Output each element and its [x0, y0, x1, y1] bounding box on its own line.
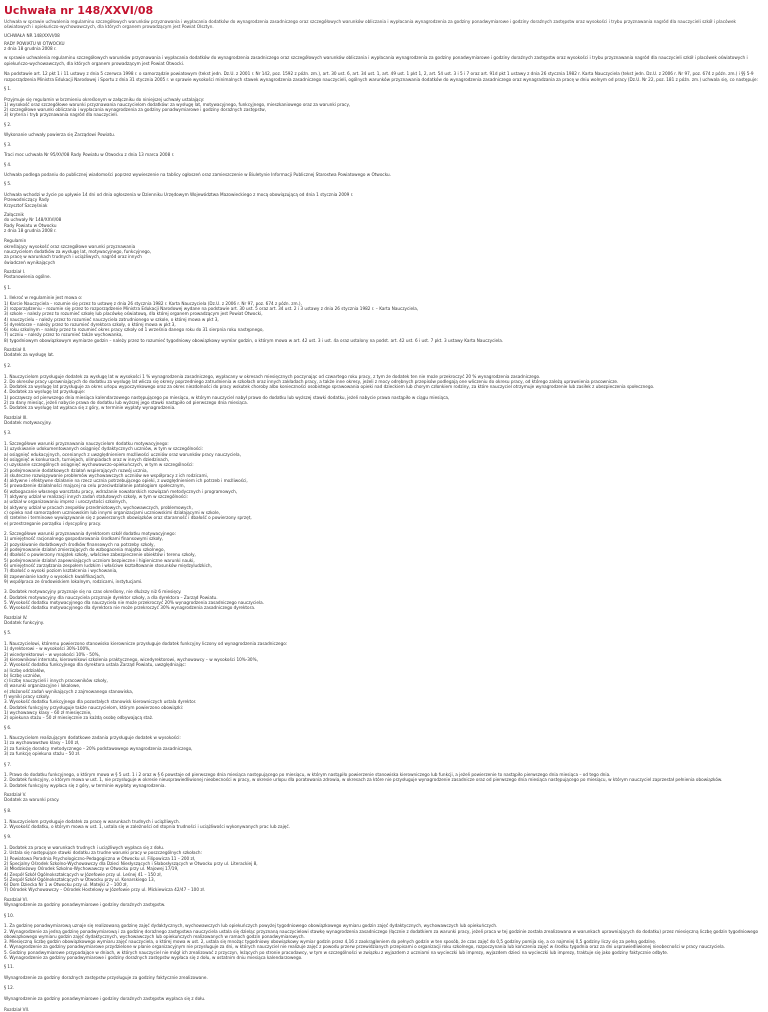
chapter-5: Rozdział V. Dodatek za warunki pracy. § 8. 1. Nauczycielom przysługuje dodatek za pracę w warunkach trudnych i uciążliwych. 2. Wysokość dodatku, o którym mowa w ust. 1, ustala się w zależności od stopnia trudności i uciążliwości wykonywanych prac lub zajęć. § 9. 1. Dodatek za pracę w warunkach trudnych i uciążliwych wypłaca się z dołu. 2. Ustala się następujące stawki dodatku za trudne warunki pracy w poszczególnych szkołach: 1) Powiatowa Poradnia Psychologiczno-Pedagogiczna w Otwocku ul. Filipowicza 11 – 200 zł, 2) Specjalny Ośrodek Szkolno-Wychowawczy dla Dzieci Niesłyszących i Słabosłyszących w Otwocku przy ul. Literackiej 8, 3) Młodzieżowy Ośrodek Szkolno-Wychowawczy w Otwocku przy ul. Majowej 17/19, 4) Zespół Szkół Ogólnokształcących w Józefowie przy ul. Leśnej 41 – 150 zł, 5) Zespół Szkół Ogólnokształcących w Otwocku przy ul. Konarskiego 13, 6) Dom Dziecka Nr 1 w Otwocku przy ul. Matejki 2 – 100 zł, 7) Ośrodek Wychowawczy – Ośrodek Hostelowy w Józefowie przy ul. Mickiewicza 42/47 – 100 zł.	[4, 792, 290, 893]
section-2: § 2. Wykonanie uchwały powierza się Zarządowi Powiatu.	[4, 121, 116, 138]
chapter-6: Rozdział VI. Wynagrodzenie za godziny ponadwymiarowe i godziny doraźnych zastępstw. § 10. 1. Za godzinę ponadwymiarową uznaje się realizowaną godzinę zajęć dydaktycznych, wychowawczych lub opiekuńczych powyżej tygodniowego obowiązkowego wymiaru godzin zajęć dydaktycznych, wychowawczych lub opiekuńczych. 2. Wynagrodzenie za jedną godzinę ponadwymiarową i za godzinę doraźnego zastępstwa nauczyciela ustala się dzieląc przyznaną nauczycielowi stawkę wynagrodzenia zasadniczego (łącznie z dodatkiem za warunki pracy, jeżeli praca w tej godzinie została zrealizowana w warunkach uprawniających do dodatku) przez miesięczną liczbę godzin tygodniowego obowiązkowego wymiaru godzin zajęć dydaktycznych, wychowawczych lub opiekuńczych realizowanych w ramach godzin ponadwymiarowych. 3. Miesięczną liczbę godzin obowiązkowego wymiaru zajęć nauczyciela, o której mowa w ust. 2, ustala się mnożąc tygodniowy obowiązkowy wymiar godzin przez 4,16 z zaokrągleniem do pełnych godzin w ten sposób, że czas zajęć do 0,5 godziny pomija się, a co najmniej 0,5 godziny liczy się za pełną godzinę. 4. Wynagrodzenie za godziny ponadwymiarowe przydzielone w planie organizacyjnym nie przysługuje za dni, w których nauczyciel nie realizuje zajęć z powodu przerw przewidzianych przepisami o organizacji roku szkolnego, rozpoczynania lub kończenia zajęć w środku tygodnia oraz za dni usprawiedliwionej nieobecności w pracy nauczyciela. 5. Godziny ponadwymiarowe przypadające w dniach, w których nauczyciel nie mógł ich zrealizować z przyczyn, leżących po stronie pracodawcy, w tym w szczególności w związku z wyjazdem z uczniami na wycieczki lub imprezy, wyjazdem dzieci na wycieczki lub imprezy, traktuje się jako godziny faktycznie odbyte. 6. Wynagrodzenie za godziny ponadwymiarowe i godziny doraźnych zastępstw wypłaca się z dołu, w ostatnim dniu miesiąca kalendarzowego.	[4, 896, 759, 960]
section-5: § 5. Uchwała wchodzi w życie po upływie 14 dni od dnia ogłoszenia w Dzienniku Urzędowym Województwa Mazowieckiego z mocą obowiązującą od dnia 1 stycznia 2009 r. Przewodniczący Rady Krzysztof Szczęśniak	[4, 181, 354, 208]
document-intro: Uchwała w sprawie uchwalenia regulaminu szczegółowych warunków przyznawania i wypłacania dodatków do wynagrodzenia zasadniczego oraz szczegółowych warunków obliczania i wypłacania wynagrodzenia za godziny ponadwymiarowe i godziny doraźnych zastępstw oraz wysokości i trybu przyznawania nagród dla nauczycieli szkół i placówek oświatowych i opiekuńczo-wychowawczych, dla których organem prowadzącym jest Powiat Olsztyn.	[4, 19, 736, 30]
section-3: § 3. Traci moc uchwała Nr 95/XV/08 Rady Powiatu w Otwocku z dnia 13 marca 2008 r.	[4, 141, 175, 158]
document-title: Uchwała nr 148/XXVI/08	[4, 4, 154, 17]
section-4: § 4. Uchwała podlega podaniu do publicznej wiadomości poprzez wywieszenie na tablicy ogłoszeń oraz zamieszczenie w Biuletynie Informacji Publicznej Starostwa Powiatowego w Otwocku.	[4, 161, 391, 178]
council-date: RADY POWIATU W OTWOCKU z dnia 18 grudnia 2008 r.	[4, 40, 65, 52]
annex-header: Załącznik do uchwały Nr 148/XXVI/08 Rady Powiatu w Otwocku z dnia 18 grudnia 2008 r. Regulamin określający wysokość oraz szczegółowe warunki przyznawania nauczycielom dodatków za wysługę lat, motywacyjnego, funkcyjnego, za pracę w warunkach trudnych i uciążliwych, nagród oraz innych świadczeń wynikających	[4, 211, 152, 265]
section-1: § 1. Przyjmuje się regulamin w brzmieniu określonym w załączniku do niniejszej uchwały ustalający: 1) wysokość oraz szczegółowe warunki przyznawania nauczycielom dodatków: za wysługę lat, motywacyjnego, funkcyjnego, mieszkaniowego oraz za warunki pracy, 2) szczegółowe warunki obliczania i wypłacania wynagrodzenia za godziny ponadwymiarowe i godziny doraźnych zastępstw, 3) kryteria i tryb przyznawania nagród dla nauczycieli.	[4, 85, 351, 118]
chapter-4-continued: § 6. 1. Nauczycielom realizującym dodatkowe zadania przysługuje dodatek w wysokości: 1) za wychowawstwo klasy – 100 zł, 2) za funkcję doradcy metodycznego – 20% podstawowego wynagrodzenia zasadniczego, 3) za funkcję opiekuna stażu – 50 zł. § 7. 1. Prawo do dodatku funkcyjnego, o którym mowa w § 5 ust. 1 i 2 oraz w § 6 powstaje od pierwszego dnia miesiąca następującego po miesiącu, w którym nastąpiło powierzenie stanowiska kierowniczego lub funkcji, a jeżeli powierzenie to nastąpiło pierwszego dnia miesiąca – od tego dnia. 2. Dodatek funkcyjny, o którym mowa w ust. 1, nie przysługuje w okresie nieusprawiedliwionej nieobecności w pracy, w okresie urlopu dla poratowania zdrowia, w okresach za które nie przysługuje wynagrodzenie zasadnicze oraz od pierwszego dnia miesiąca następującego po miesiącu, w którym nauczyciel zaprzestał pełnienia obowiązków. 3. Dodatek funkcyjny wypłaca się z góry, w terminie wypłaty wynagrodzenia.	[4, 724, 723, 788]
chapter-6-continued: § 11. Wynagrodzenie za godziny doraźnych zastępstw przysługuje za godziny faktycznie zrealizowane. § 12. Wynagrodzenie za godziny ponadwymiarowe i godziny doraźnych zastępstw wypłaca się z dołu. Rozdział VII.	[4, 964, 208, 1012]
resolution-number: UCHWAŁA NR 148/XXVI/08	[4, 32, 60, 38]
chapter-3: Rozdział III. Dodatek motywacyjny. § 3. 1. Szczegółowe warunki przyznawania nauczycielom dodatku motywacyjnego: 1) uzyskiwanie udokumentowanych osiągnięć dydaktycznych uczniów, w tym w szczególności: a) osiągnięć edukacyjnych, ocenianych z uwzględnieniem możliwości uczniów oraz warunków pracy nauczyciela, b) osiągnięć w konkursach, turniejach, olimpiadach oraz w innych dziedzinach, c) uzyskanie szczególnych osiągnięć wychowawczo-opiekuńczych, w tym w szczególności: 2) podejmowanie dodatkowych działań wspierających rozwój ucznia, 3) skuteczne rozwiązywanie problemów wychowawczych uczniów we współpracy z ich rodzicami, 4) aktywne i efektywne działanie na rzecz ucznia potrzebującego opieki, z uwzględnieniem ich potrzeb i możliwości, 5) prowadzenie działalności mającej na celu przeciwdziałanie patologiom społecznym, 6) wzbogacanie własnego warsztatu pracy, wdrażanie nowatorskich rozwiązań metodycznych i programowych, 7) aktywny udział w realizacji innych zadań statutowych szkoły, w tym w szczególności: a) udział w organizowaniu imprez i uroczystości szkolnych, b) aktywny udział w pracach zespołów przedmiotowych, wychowawczych, problemowych, c) opieka nad samorządem uczniowskim lub innymi organizacjami uczniowskimi działającymi w szkole, d) rzetelne i terminowe wywiązywanie się z powierzonych obowiązków oraz staranność i dbałość o powierzony sprzęt, e) przestrzeganie porządku i dyscypliny pracy. 2. Szczegółowe warunki przyznawania dyrektorom szkół dodatku motywacyjnego: 1) umiejętność racjonalnego gospodarowania środkami finansowymi szkoły, 2) pozyskiwanie dodatkowych środków finansowych na potrzeby szkoły, 3) podejmowanie działań zmierzających do wzbogacenia majątku szkolnego, 4) dbałość o powierzony majątek szkoły, właściwe zabezpieczenie obiektów i terenu szkoły, 5) podejmowanie działań zapewniających uczniom bezpieczne i higieniczne warunki nauki, 6) umiejętność zarządzania zespołem ludzkim i właściwe kształtowanie stosunków międzyludzkich, 7) dbałość o wysoki poziom kształcenia i wychowania, 8) zapewnianie kadry o wysokich kwalifikacjach, 9) współpraca ze środowiskiem lokalnym, rodzicami, instytucjami. 3. Dodatek motywacyjny przyznaje się na czas określony, nie dłuższy niż 6 miesięcy. 4. Dodatek motywacyjny dla nauczyciela przyznaje dyrektor szkoły, a dla dyrektora – Zarząd Powiatu. 5. Wysokość dodatku motywacyjnego dla nauczyciela nie może przekroczyć 20% wynagrodzenia zasadniczego nauczyciela. 6. Wysokość dodatku motywacyjnego dla dyrektora nie może przekroczyć 30% wynagrodzenia zasadniczego dyrektora.	[4, 414, 264, 611]
preamble: w sprawie uchwalenia regulaminu szczegółowych warunków przyznawania i wypłacania dodatków do wynagrodzenia zasadniczego oraz szczegółowych warunków obliczania i wypłacania wynagrodzenia za godziny ponadwymiarowe i godziny doraźnych zastępstw oraz wysokości i trybu przyznawania nagród dla nauczycieli szkół i placówek oświatowych i opiekuńczo-wychowawczych, dla których organem prowadzącym jest Powiat Otwocki. Na podstawie art. 12 pkt 1 i 11 ustawy z dnia 5 czerwca 1998 r. o samorządzie powiatowym (tekst jedn. Dz.U. z 2001 r. Nr 142, poz. 1592 z późn. zm.), art. 30 ust. 6, art. 34 ust. 1, art. 49 ust. 1 pkt 1, 2, art. 54 ust. 3 i 5 i 7 oraz art. 91d pkt 1 ustawy z dnia 26 stycznia 1982 r. Karta Nauczyciela (tekst jedn. Dz.U. z 2006 r. Nr 97, poz. 674 z późn. zm.) i §§ 5-9 rozporządzenia Ministra Edukacji Narodowej i Sportu z dnia 31 stycznia 2005 r. w sprawie wysokości minimalnych stawek wynagrodzenia zasadniczego nauczycieli, ogólnych warunków przyznawania dodatków do wynagrodzenia zasadniczego oraz wynagradzania za pracę w dniu wolnym od pracy (Dz.U. Nr 22, poz. 181 z późn. zm.) uchwala się, co następuje:	[4, 55, 758, 82]
chapter-1: Rozdział I. Postanowienia ogólne. § 1. 1. Ilekroć w regulaminie jest mowa o: 1) Karcie Nauczyciela – rozumie się przez to ustawę z dnia 26 stycznia 1982 r. Karta Nauczyciela (Dz.U. z 2006 r. Nr 97, poz. 674 z późn. zm.), 2) rozporządzeniu – rozumie się przez to rozporządzenie Ministra Edukacji Narodowej wydane na podstawie art. 30 ust. 5 oraz art. 34 ust. 2 i 3 ustawy z dnia 26 stycznia 1982 r. – Karta Nauczyciela, 3) szkole – należy przez to rozumieć szkołę lub placówkę oświatową, dla której organem prowadzącym jest Powiat Otwocki, 4) nauczycielu – należy przez to rozumieć nauczyciela zatrudnionego w szkole, o której mowa w pkt 3, 5) dyrektorze – należy przez to rozumieć dyrektora szkoły, o której mowa w pkt 3, 6) roku szkolnym – należy przez to rozumieć okres pracy szkoły od 1 września danego roku do 31 sierpnia roku następnego, 7) uczniu – należy przez to rozumieć także wychowanka, 8) tygodniowym obowiązkowym wymiarze godzin – należy przez to rozumieć tygodniowy obowiązkowy wymiar godzin, o którym mowa w art. 42 ust. 3 i ust. 4a oraz ustalony na podst. art. 42 ust. 6 i ust. 7 pkt. 3 ustawy Karta Nauczyciela.	[4, 268, 504, 343]
chapter-4: Rozdział IV. Dodatek funkcyjny. § 5. 1. Nauczycielowi, któremu powierzono stanowisko kierownicze przysługuje dodatek funkcyjny liczony od wynagrodzenia zasadniczego: 1) dyrektorowi – w wysokości 30%-100%, 2) wicedyrektorowi – w wysokości 10% - 50%, 3) kierownikowi internatu, kierownikowi szkolenia praktycznego, wicedyrektorowi, wychowawcy – w wysokości 10%-30%, 2. Wysokość dodatku funkcyjnego dla dyrektora ustala Zarząd Powiatu, uwzględniając: a) liczbę oddziałów, b) liczbę uczniów, c) liczbę nauczycieli i innych pracowników szkoły, d) warunki organizacyjne i lokalowe, e) złożoność zadań wynikających z zajmowanego stanowiska, f) wyniki pracy szkoły. 3. Wysokość dodatku funkcyjnego dla pozostałych stanowisk kierowniczych ustala dyrektor. 4. Dodatek funkcyjny przysługuje także nauczycielom, którym powierzono obowiązki: 1) wychowawcy klasy – 60 zł miesięcznie, 2) opiekuna stażu – 50 zł miesięcznie za każdą osobę odbywającą staż.	[4, 614, 288, 721]
chapter-2: Rozdział II. Dodatek za wysługę lat. § 2. 1. Nauczycielom przysługuje dodatek za wysługę lat w wysokości 1 % wynagrodzenia zasadniczego, wypłacany w okresach miesięcznych poczynając od czwartego roku pracy, z tym że dodatek ten nie może przekroczyć 20 % wynagrodzenia zasadniczego. 2. Do okresów pracy uprawniających do dodatku za wysługę lat wlicza się okresy poprzedniego zatrudnienia w szkołach oraz innych zakładach pracy, a także inne okresy, jeżeli z mocy odrębnych przepisów podlegają one wliczeniu do okresu pracy, od którego zależą uprawnienia pracownicze. 3. Dodatek za wysługę lat przysługuje za okres urlopu wypoczynkowego oraz za okres niezdolności do pracy wskutek choroby albo konieczności osobistego sprawowania opieki nad dzieckiem lub chorym członkiem rodziny, za które nauczyciel otrzymuje wynagrodzenie lub zasiłek z ubezpieczenia społecznego. 4. Dodatek za wysługę lat przysługuje: 1) począwszy od pierwszego dnia miesiąca kalendarzowego następującego po miesiącu, w którym nauczyciel nabył prawo do dodatku lub wyższej stawki dodatku, jeżeli nabycie prawa nastąpiło w ciągu miesiąca, 2) za dany miesiąc, jeżeli nabycie prawa do dodatku lub wyższej jego stawki nastąpiło od pierwszego dnia miesiąca. 5. Dodatek za wysługę lat wypłaca się z góry, w terminie wypłaty wynagrodzenia.	[4, 347, 655, 411]
